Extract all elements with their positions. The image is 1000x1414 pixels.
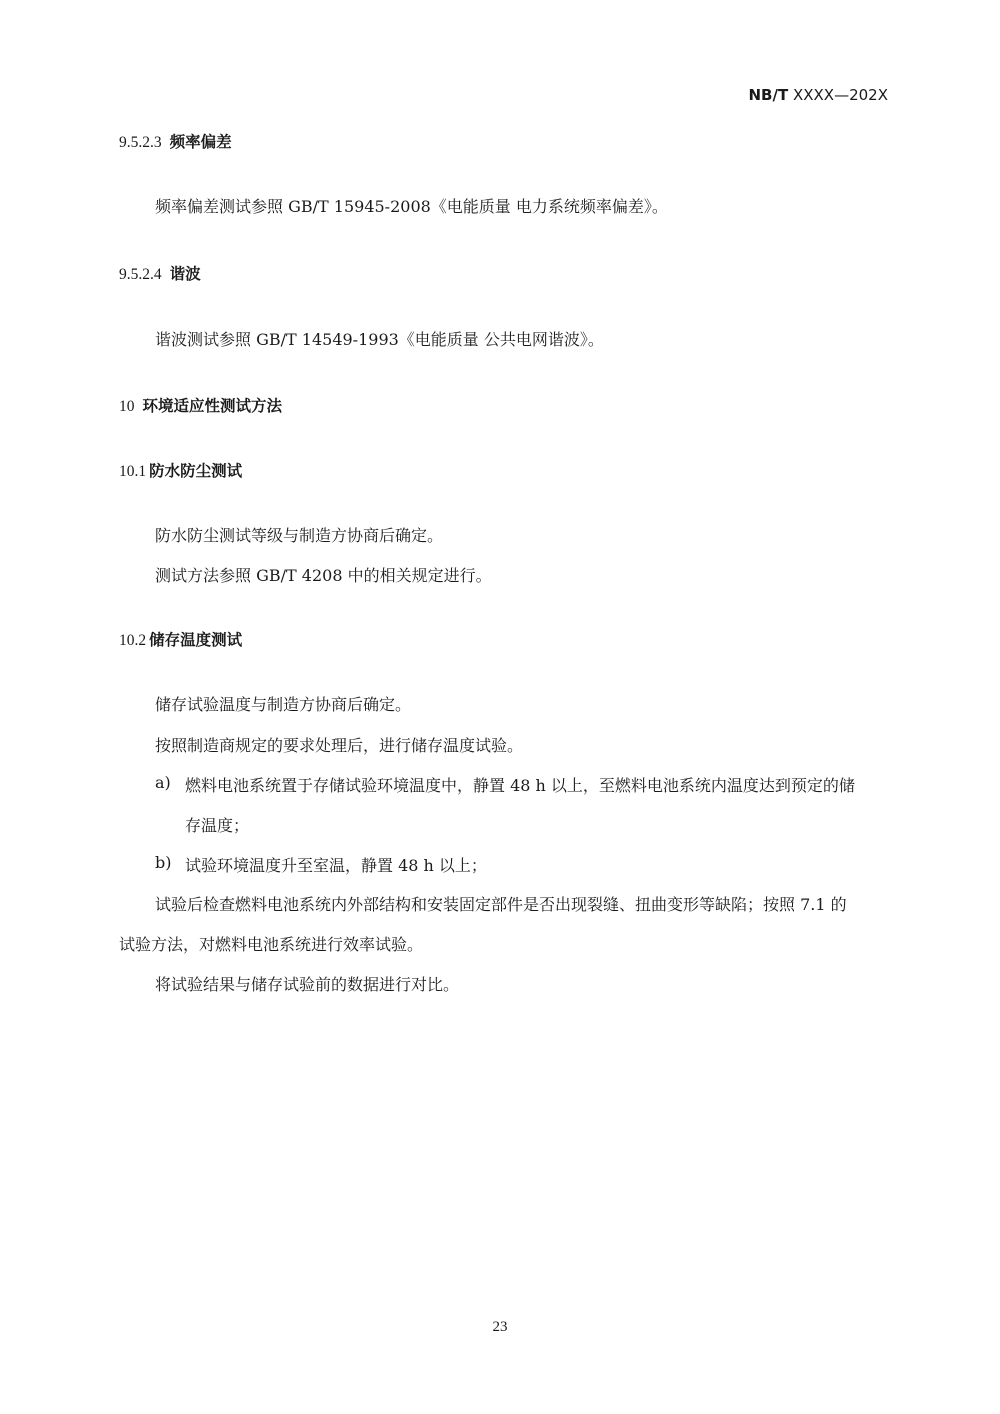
paragraph: 按照制造商规定的要求处理后，进行储存温度试验。 [155,736,524,755]
heading-number: 10.2 [119,632,147,649]
page-number: 23 [492,1319,508,1335]
list-item-text-continued: 存温度； [185,816,250,835]
paragraph: 频率偏差测试参照 GB/T 15945-2008《电能质量 电力系统频率偏差》。 [155,197,668,216]
heading-title: 防水防尘测试 [149,462,243,480]
paragraph-continued: 试验方法，对燃料电池系统进行效率试验。 [119,935,424,954]
list-item-marker: b) [155,853,172,872]
standard-prefix: NB/T [748,86,789,104]
heading-10-1 [119,459,242,481]
heading-title: 谐波 [169,265,201,283]
heading-9-5-2-3 [119,130,232,152]
heading-9-5-2-4 [119,262,201,284]
list-item-text: 试验环境温度升至室温，静置 48 h 以上； [185,856,487,875]
paragraph: 谐波测试参照 GB/T 14549-1993《电能质量 公共电网谐波》。 [155,330,604,349]
heading-title: 环境适应性测试方法 [142,397,283,415]
heading-number: 9.5.2.3 [119,134,162,151]
list-item-marker: a) [155,773,171,792]
heading-number: 10.1 [119,463,147,480]
paragraph: 储存试验温度与制造方协商后确定。 [155,695,412,714]
paragraph: 试验后检查燃料电池系统内外部结构和安装固定部件是否出现裂缝、扭曲变形等缺陷；按照 7.1 的 [155,895,847,914]
standard-number: XXXX—202X [792,86,888,104]
heading-number: 10 [119,398,135,415]
heading-title: 储存温度测试 [149,631,243,649]
heading-10-2 [119,628,242,650]
heading-10 [119,394,282,416]
paragraph: 将试验结果与储存试验前的数据进行对比。 [155,975,460,994]
paragraph: 防水防尘测试等级与制造方协商后确定。 [155,526,444,545]
list-item-text: 燃料电池系统置于存储试验环境温度中，静置 48 h 以上，至燃料电池系统内温度达到预定的储 [185,776,855,795]
heading-title: 频率偏差 [169,133,232,151]
paragraph: 测试方法参照 GB/T 4208 中的相关规定进行。 [155,566,492,585]
heading-number: 9.5.2.4 [119,266,162,283]
document-code-header [749,86,889,104]
